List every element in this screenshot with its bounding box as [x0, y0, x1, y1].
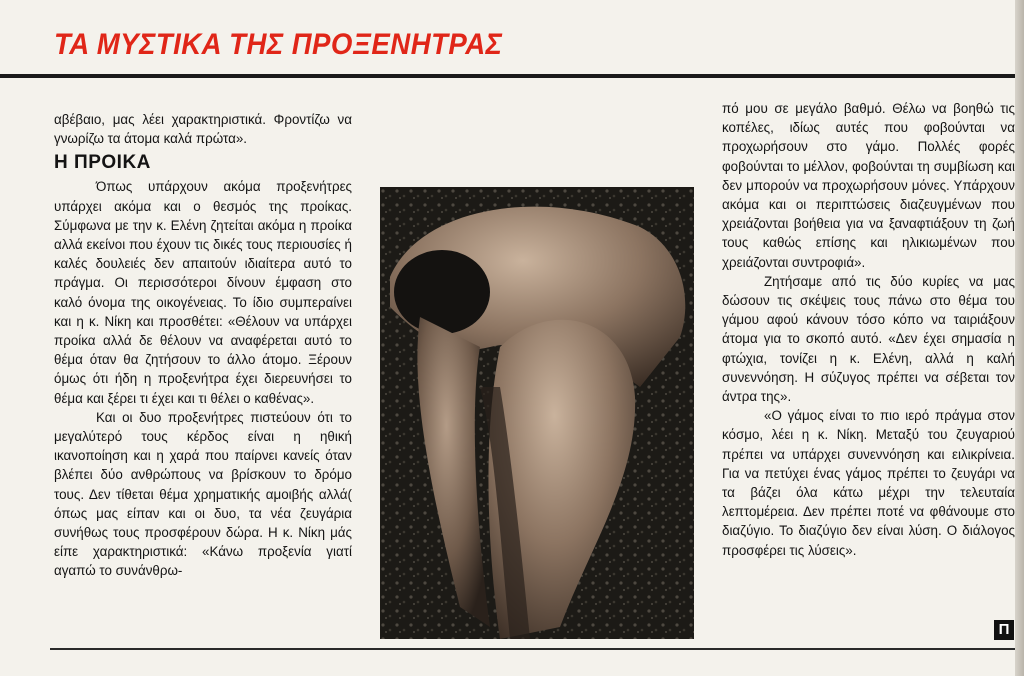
body-paragraph: Όπως υπάρχουν ακόμα προξενήτρες υπάρχει ακόμα και ο θεσμός της προίκας. Σύμφωνα με την κ. Ελένη ζητείται ακόμα η προίκα αλλά εκείνοι που έχουν τις δικές τους περιουσίες ή καλές δουλειές δεν απαιτούν ιδιαίτερα αυτό το πράγμα. Οι περισσότεροι δίνουν έμφαση στο καλό όνομα της οικογένειας. Το ίδιο συμπεραίνει και η κ. Νίκη και προσθέτει: «Θέλουν να υπάρχει προίκα αλλά δε θέλουν να αναφέρεται αυτό το θέμα όταν θα ζητήσουν το άλλο άτομο. Ξέρουν όμως ότι ήδη η προξενήτρα έχει διερευνήσει το θέμα και ξέρει τι έχει και τι θέλει ο καθένας».: [54, 179, 352, 406]
section-heading: Η ΠΡΟΙΚΑ: [54, 152, 151, 174]
left-text-column: [54, 110, 352, 581]
article-photo: [380, 187, 694, 639]
intro-paragraph: αβέβαιο, μας λέει χαρακτηριστικά. Φροντίζω να γνωρίζω τα άτομα καλά πρώτα».: [54, 112, 352, 147]
page-end-marker: Π: [994, 620, 1014, 640]
right-text-column: [722, 99, 1015, 560]
body-paragraph: πό μου σε μεγάλο βαθμό. Θέλω να βοηθώ τις κοπέλες, ιδίως αυτές που φοβούνται να προχωρήσουν στο γάμο. Πολλές φορές φοβούνται το μέλλον, φοβούνται τη συμβίωση και δεν μπορούν να προχωρήσουν μόνες. Υπάρχουν ακόμα και οι περιπτώσεις διαζευγμένων που χρειάζονται βοήθεια για να ξαναφτιάξουν τη ζωή τους καθώς επίσης και ηλικιωμένων που χρειάζονται συντροφιά».: [722, 101, 1015, 270]
body-paragraph: Και οι δυο προξενήτρες πιστεύουν ότι το μεγαλύτερό τους κέρδος είναι η ηθική ικανοποίηση και η χαρά που παίρνει κανείς όταν βλέπει δύο ανθρώπους να βρίσκουν το δρόμο τους. Δεν τίθεται θέμα χρηματικής αμοιβής αλλά( όπως μας είπαν και οι δυο, τα νέα ζευγάρια συνήθως τους προσφέρουν δώρα. Η κ. Νίκη μάς είπε χαρακτηριστικά: «Κάνω προξενία γιατί αγαπώ το συνάνθρω-: [54, 409, 352, 579]
page-title: ΤΑ ΜΥΣΤΙΚΑ ΤΗΣ ΠΡΟΞΕΝΗΤΡΑΣ: [54, 28, 503, 61]
top-divider: [0, 74, 1024, 78]
bottom-divider: [50, 648, 1015, 650]
body-paragraph: «Ο γάμος είναι το πιο ιερό πράγμα στον κόσμο, λέει η κ. Νίκη. Μεταξύ του ζευγαριού πρέπει να υπάρχει συνεννόηση και ειλικρίνεια. Για να πετύχει ένας γάμος πρέπει το ζευγάρι να τα βάζει όλα κάτω μέχρι την τελευταία λεπτομέρεια. Δεν πρέπει ποτέ να φθάνουμε στο διαζύγιο. Το διαζύγιο δεν είναι λύση. Ο διάλογος προσφέρει τις λύσεις».: [722, 408, 1015, 558]
body-paragraph: Ζητήσαμε από τις δύο κυρίες να μας δώσουν τις σκέψεις τους πάνω στο θέμα του γάμου αφού κάνουν τόσο κόπο να ταιριάξουν άτομα για το σκοπό αυτό. «Δεν έχει σημασία η φτώχια, τονίζει η κ. Ελένη, αλλά η καλή συνεννόηση. Η σύζυγος πρέπει να σέβεται τον άντρα της».: [722, 273, 1015, 405]
crouching-figure-image: [380, 187, 694, 639]
page-edge-shadow: [1015, 0, 1024, 676]
